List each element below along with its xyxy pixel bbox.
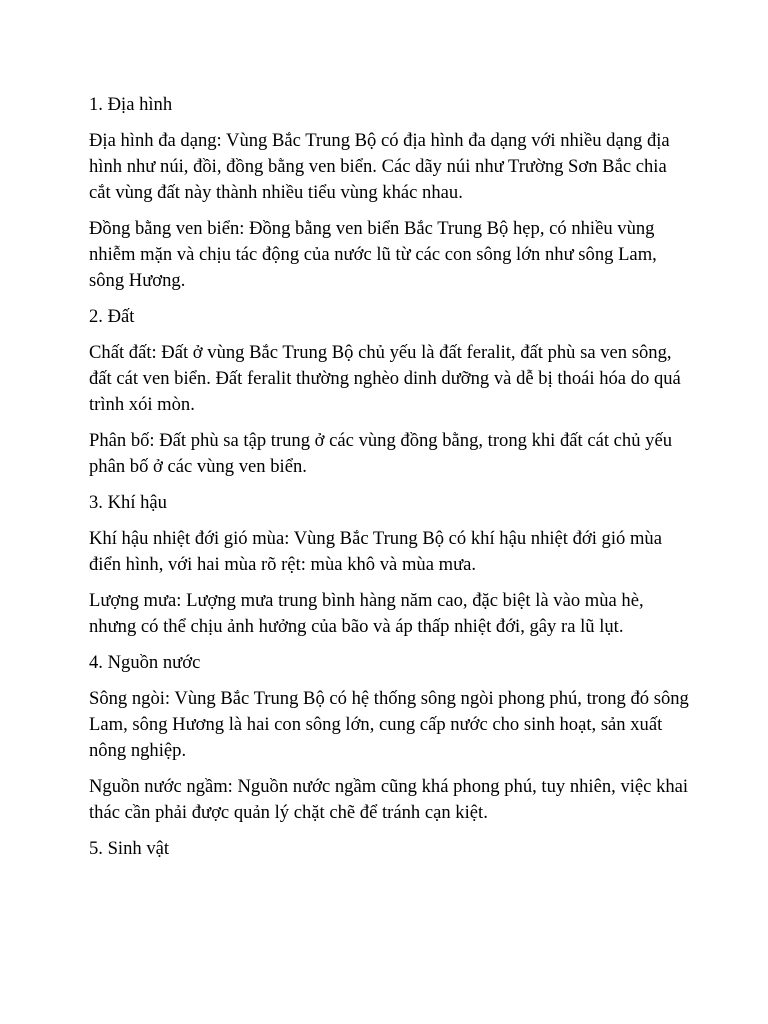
document-page xyxy=(89,92,689,872)
paragraph-rivers: Sông ngòi: Vùng Bắc Trung Bộ có hệ thống sông ngòi phong phú, trong đó sông Lam, sông Hương là hai con sông lớn, cung cấp nước cho sinh hoạt, sản xuất nông nghiệp. xyxy=(89,688,689,761)
section-heading-climate: 3. Khí hậu xyxy=(89,492,167,513)
paragraph-monsoon-climate: Khí hậu nhiệt đới gió mùa: Vùng Bắc Trung Bộ có khí hậu nhiệt đới gió mùa điển hình, với hai mùa rõ rệt: mùa khô và mùa mưa. xyxy=(89,528,662,575)
section-heading-biology: 5. Sinh vật xyxy=(89,838,170,859)
section-heading-terrain: 1. Địa hình xyxy=(89,94,173,115)
paragraph-soil-quality: Chất đất: Đất ở vùng Bắc Trung Bộ chủ yếu là đất feralit, đất phù sa ven sông, đất cát ven biển. Đất feralit thường nghèo dinh dưỡng và dễ bị thoái hóa do quá trình xói mòn. xyxy=(89,342,681,415)
section-heading-water: 4. Nguồn nước xyxy=(89,652,201,673)
paragraph-soil-distribution: Phân bố: Đất phù sa tập trung ở các vùng đồng bằng, trong khi đất cát chủ yếu phân bố ở các vùng ven biển. xyxy=(89,430,673,477)
paragraph-groundwater: Nguồn nước ngầm: Nguồn nước ngầm cũng khá phong phú, tuy nhiên, việc khai thác cần phải được quản lý chặt chẽ để tránh cạn kiệt. xyxy=(89,776,689,823)
paragraph-coastal-plains: Đồng bằng ven biển: Đồng bằng ven biển Bắc Trung Bộ hẹp, có nhiều vùng nhiễm mặn và chịu tác động của nước lũ từ các con sông lớn như sông Lam, sông Hương. xyxy=(89,218,657,291)
paragraph-rainfall: Lượng mưa: Lượng mưa trung bình hàng năm cao, đặc biệt là vào mùa hè, nhưng có thể chịu ảnh hưởng của bão và áp thấp nhiệt đới, gây ra lũ lụt. xyxy=(89,590,644,637)
section-heading-soil: 2. Đất xyxy=(89,306,135,327)
paragraph-diverse-terrain: Địa hình đa dạng: Vùng Bắc Trung Bộ có địa hình đa dạng với nhiều dạng địa hình như núi, đồi, đồng bằng ven biển. Các dãy núi như Trường Sơn Bắc chia cắt vùng đất này thành nhiều tiểu vùng khác nhau. xyxy=(89,130,670,203)
